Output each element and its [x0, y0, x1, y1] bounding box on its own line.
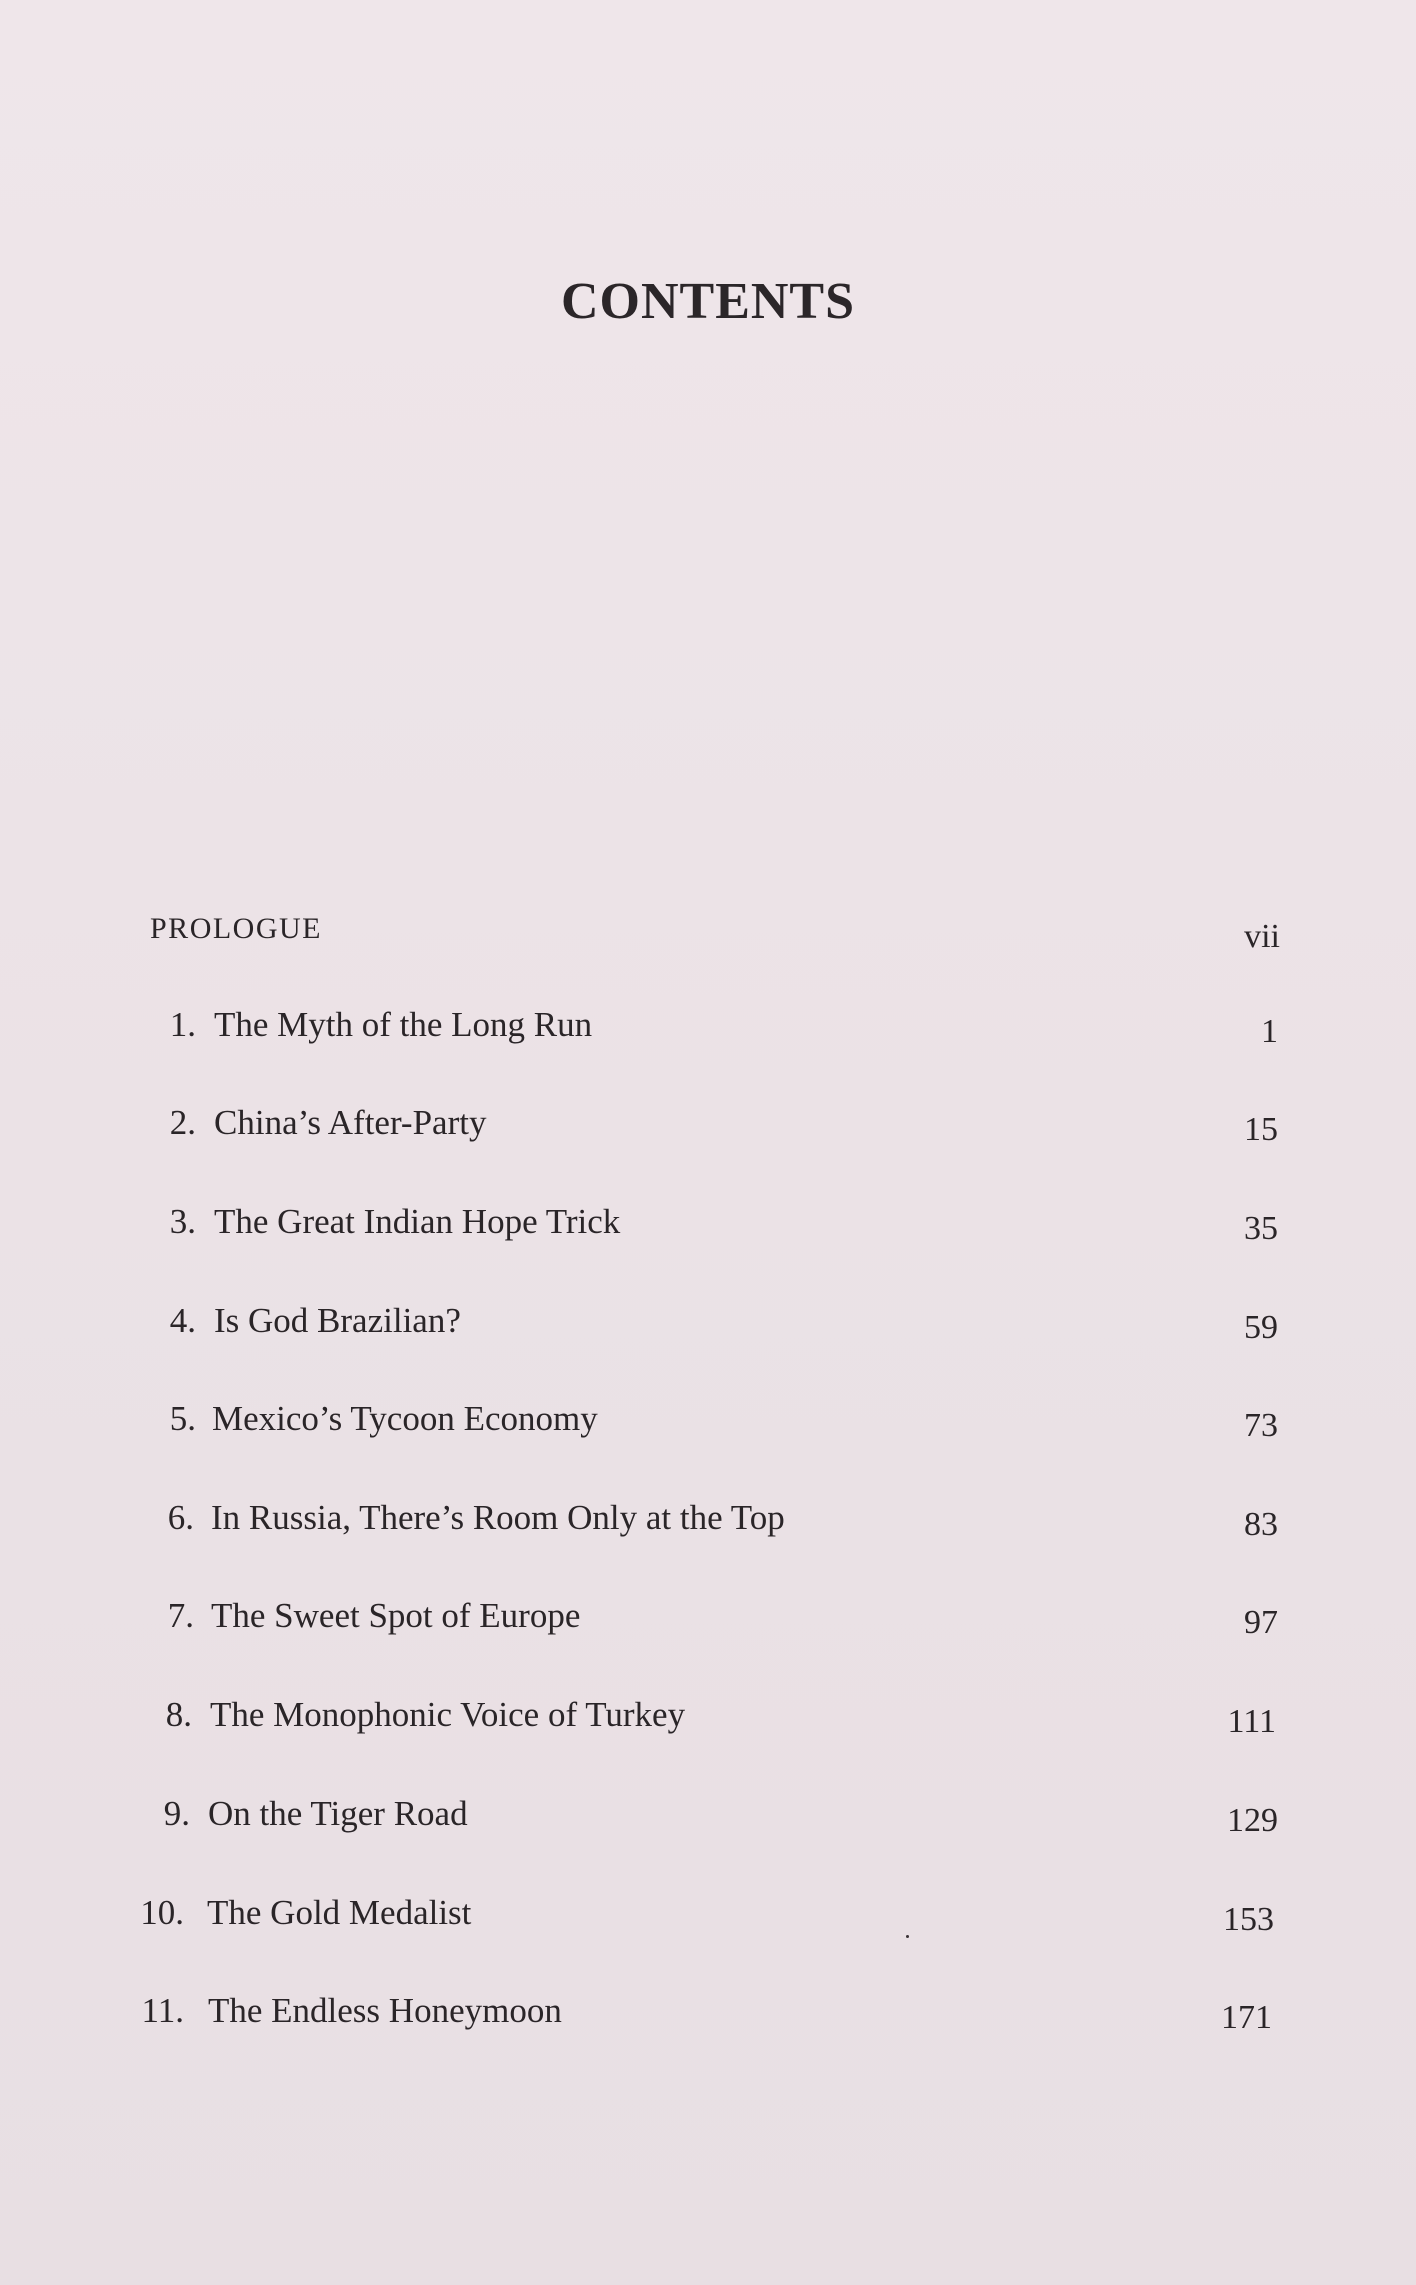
toc-entry-page: 111 [1227, 1703, 1276, 1740]
toc-entry [150, 1596, 1280, 1646]
toc-entry [150, 1005, 1280, 1055]
toc-entry-title: In Russia, There’s Room Only at the Top [211, 1498, 785, 1537]
toc-entry-number: 3. [169, 1202, 196, 1241]
toc-entry [141, 1991, 1280, 2041]
toc-entry-page: 83 [1244, 1506, 1278, 1543]
toc-entry-title: The Great Indian Hope Trick [214, 1202, 621, 1241]
toc-entry-title: Is God Brazilian? [214, 1301, 461, 1340]
toc-entry [150, 1794, 1280, 1844]
toc-entry-page: vii [1244, 918, 1280, 955]
toc-entry-number: 6. [167, 1498, 194, 1537]
toc-entry [150, 1103, 1280, 1153]
toc-entry-title: The Monophonic Voice of Turkey [210, 1695, 686, 1734]
toc-entry-page: 129 [1227, 1802, 1278, 1839]
toc-entry-number: 9. [163, 1794, 190, 1833]
toc-entry-title: The Myth of the Long Run [214, 1005, 593, 1044]
toc-entry-page: 97 [1244, 1604, 1278, 1641]
toc-entry [150, 1399, 1280, 1449]
toc-entry-number: 7. [167, 1596, 194, 1635]
toc-entry-title: On the Tiger Road [208, 1794, 468, 1833]
toc-entry-title: China’s After-Party [214, 1103, 487, 1142]
toc-entry [150, 1202, 1280, 1252]
paper-speck [906, 1935, 909, 1938]
toc-entry-number: 10. [140, 1893, 184, 1932]
toc-entry-title: The Sweet Spot of Europe [211, 1596, 581, 1635]
toc-entry-title: PROLOGUE [150, 912, 323, 945]
toc-entry-number: 11. [141, 1991, 184, 2030]
toc-entry-page: 1 [1261, 1013, 1278, 1050]
toc-entry-page: 171 [1221, 1999, 1272, 2036]
toc-entry-number: 2. [169, 1103, 196, 1142]
toc-entry-title: The Gold Medalist [207, 1893, 472, 1932]
toc-entry-page: 59 [1244, 1309, 1278, 1346]
toc-entry-page: 15 [1244, 1111, 1278, 1148]
toc-entry-page: 35 [1244, 1210, 1278, 1247]
toc-entry [150, 1498, 1280, 1548]
toc-entry-number: 8. [165, 1695, 192, 1734]
toc-entry-prologue [150, 912, 1280, 962]
toc-entry-page: 73 [1244, 1407, 1278, 1444]
toc-entry-number: 5. [169, 1399, 196, 1438]
toc-entry [150, 1301, 1280, 1351]
toc-entry [140, 1893, 1280, 1943]
toc-entry-title: Mexico’s Tycoon Economy [212, 1399, 598, 1438]
toc-entry-page: 153 [1223, 1901, 1274, 1938]
page-title: CONTENTS [560, 273, 856, 330]
toc-entry-number: 4. [169, 1301, 196, 1340]
toc-entry-number: 1. [169, 1005, 196, 1044]
toc-entry [150, 1695, 1280, 1745]
toc-entry-title: The Endless Honeymoon [208, 1991, 562, 2030]
